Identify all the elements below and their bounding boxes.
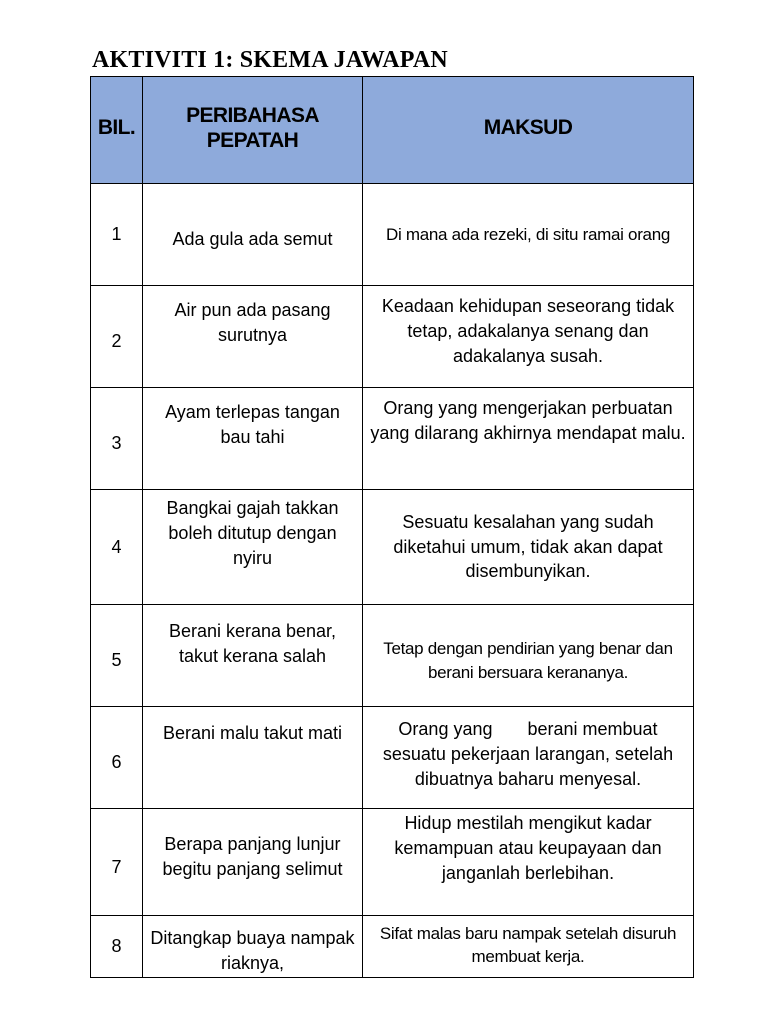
row-peribahasa: Berani malu takut mati: [143, 707, 363, 809]
row-peribahasa: Berani kerana benar, takut kerana salah: [143, 605, 363, 707]
row-bil: 4: [91, 490, 143, 605]
row-maksud: Sesuatu kesalahan yang sudah diketahui umum, tidak akan dapat disembunyikan.: [363, 490, 694, 605]
table-row: [91, 916, 694, 978]
row-bil: 3: [91, 388, 143, 490]
header-peribahasa-line2: PEPATAH: [206, 129, 299, 152]
row-maksud: Orang yang mengerjakan perbuatan yang dilarang akhirnya mendapat malu.: [363, 388, 694, 490]
row-bil: 2: [91, 286, 143, 388]
row-peribahasa: Ada gula ada semut: [143, 184, 363, 286]
table-row: [91, 605, 694, 707]
row-peribahasa: Ditangkap buaya nampak riaknya,: [143, 916, 363, 978]
row-bil: 1: [91, 184, 143, 286]
row-bil: 6: [91, 707, 143, 809]
row-peribahasa: Berapa panjang lunjur begitu panjang selimut: [143, 809, 363, 916]
row-maksud: Di mana ada rezeki, di situ ramai orang: [363, 184, 694, 286]
row-maksud: Orang yang berani membuat sesuatu pekerjaan larangan, setelah dibuatnya baharu menyesal.: [363, 707, 694, 809]
row-peribahasa: Ayam terlepas tangan bau tahi: [143, 388, 363, 490]
row-bil: 7: [91, 809, 143, 916]
header-peribahasa-line1: PERIBAHASA: [186, 103, 319, 127]
table-row: [91, 184, 694, 286]
table-row: [91, 707, 694, 809]
row-bil: 5: [91, 605, 143, 707]
row-peribahasa: Bangkai gajah takkan boleh ditutup dengan nyiru: [143, 490, 363, 605]
header-peribahasa: [143, 77, 363, 184]
row-maksud: Tetap dengan pendirian yang benar dan berani bersuara kerananya.: [363, 605, 694, 707]
table-row: [91, 286, 694, 388]
row-maksud: Keadaan kehidupan seseorang tidak tetap, adakalanya senang dan adakalanya susah.: [363, 286, 694, 388]
row-maksud: Sifat malas baru nampak setelah disuruh membuat kerja.: [363, 916, 694, 978]
row-bil: 8: [91, 916, 143, 978]
table-row: [91, 490, 694, 605]
table-header-row: [91, 77, 694, 184]
page-title: AKTIVITI 1: SKEMA JAWAPAN: [92, 47, 448, 73]
table-row: [91, 388, 694, 490]
row-peribahasa: Air pun ada pasang surutnya: [143, 286, 363, 388]
header-maksud: MAKSUD: [363, 77, 694, 184]
answer-scheme-table: [90, 76, 694, 978]
table-row: [91, 809, 694, 916]
row-maksud: Hidup mestilah mengikut kadar kemampuan atau keupayaan dan janganlah berlebihan.: [363, 809, 694, 916]
header-bil: BIL.: [91, 77, 143, 184]
